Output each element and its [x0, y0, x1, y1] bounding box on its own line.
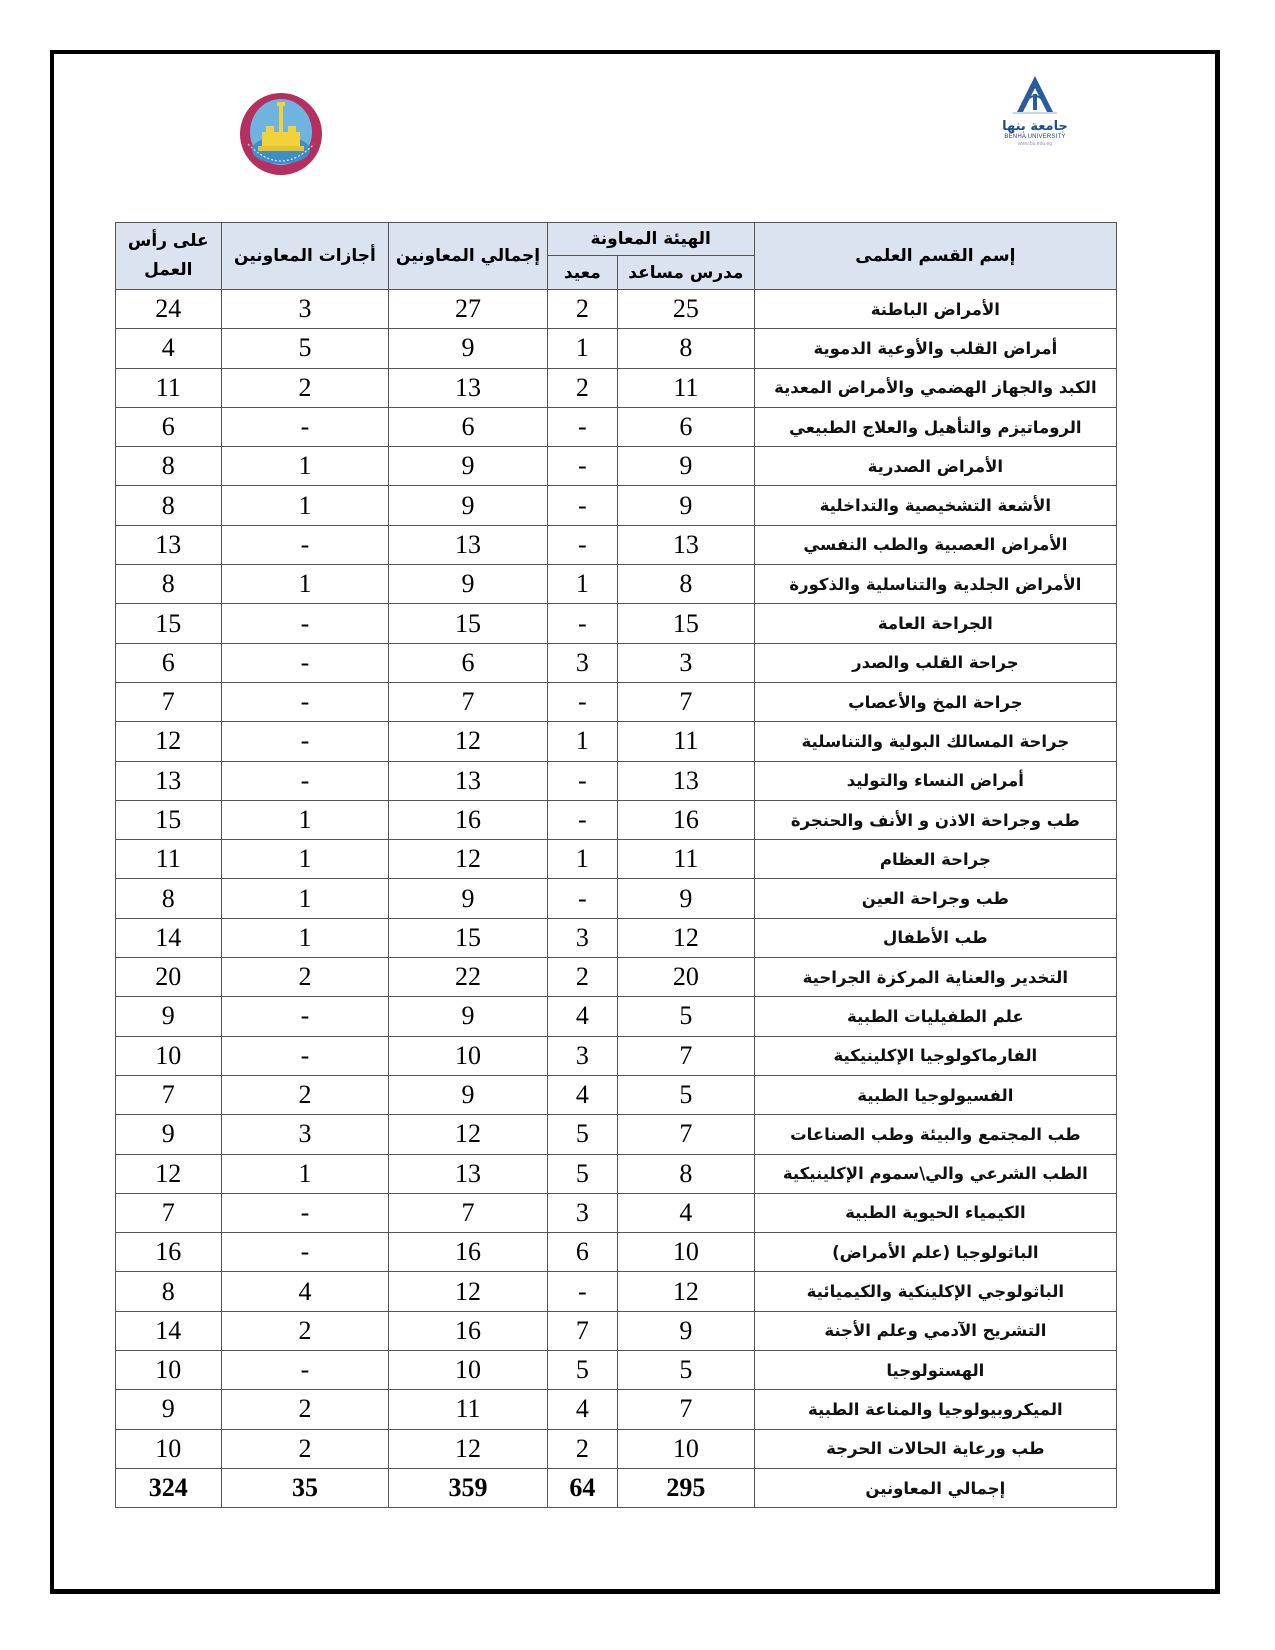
- on-duty-count: 6: [116, 643, 222, 682]
- on-duty-count: 12: [116, 1154, 222, 1193]
- leaves-count: 1: [221, 879, 389, 918]
- total-assistants-count: 9: [389, 1075, 547, 1114]
- table-row: [116, 958, 1117, 997]
- demonstrator-count: -: [547, 604, 617, 643]
- assistant-lecturer-count: 20: [618, 958, 755, 997]
- emblem-icon: [238, 92, 324, 176]
- leaves-count: -: [221, 1233, 389, 1272]
- assistant-lecturer-count: 3: [618, 643, 755, 682]
- on-duty-count: 15: [116, 800, 222, 839]
- leaves-count: -: [221, 525, 389, 564]
- department-name: الكبد والجهاز الهضمي والأمراض المعدية: [754, 368, 1116, 407]
- leaves-count: 3: [221, 1115, 389, 1154]
- department-name: طب وجراحة العين: [754, 879, 1116, 918]
- on-duty-count: 10: [116, 1429, 222, 1468]
- assistant-lecturer-count: 8: [618, 565, 755, 604]
- demonstrator-count: 4: [547, 1390, 617, 1429]
- department-name: جراحة المسالك البولية والتناسلية: [754, 722, 1116, 761]
- header-assistant-leaves: أجازات المعاونين: [221, 223, 389, 290]
- header-row: [116, 223, 1117, 256]
- leaves-count: 1: [221, 447, 389, 486]
- demonstrator-count: 64: [547, 1468, 617, 1507]
- faculty-emblem-logo: [238, 92, 324, 176]
- assistant-lecturer-count: 25: [618, 290, 755, 329]
- leaves-count: -: [221, 407, 389, 446]
- assistant-lecturer-count: 295: [618, 1468, 755, 1507]
- demonstrator-count: 6: [547, 1233, 617, 1272]
- total-assistants-count: 15: [389, 604, 547, 643]
- total-assistants-count: 9: [389, 329, 547, 368]
- on-duty-count: 7: [116, 1193, 222, 1232]
- department-name: الباثولوجي الإكلينكية والكيميائية: [754, 1272, 1116, 1311]
- table-row: [116, 840, 1117, 879]
- assistant-lecturer-count: 8: [618, 329, 755, 368]
- on-duty-count: 7: [116, 1075, 222, 1114]
- demonstrator-count: -: [547, 1272, 617, 1311]
- department-name: أمراض القلب والأوعية الدموية: [754, 329, 1116, 368]
- total-assistants-count: 22: [389, 958, 547, 997]
- demonstrator-count: -: [547, 800, 617, 839]
- total-assistants-count: 16: [389, 1233, 547, 1272]
- university-emblem-icon: [1005, 74, 1065, 116]
- assistant-lecturer-count: 5: [618, 1075, 755, 1114]
- assistant-lecturer-count: 9: [618, 879, 755, 918]
- assistant-lecturer-count: 7: [618, 1036, 755, 1075]
- leaves-count: 1: [221, 840, 389, 879]
- table-row: [116, 604, 1117, 643]
- demonstrator-count: 7: [547, 1311, 617, 1350]
- leaves-count: 1: [221, 918, 389, 957]
- demonstrator-count: 2: [547, 958, 617, 997]
- leaves-count: -: [221, 682, 389, 721]
- total-row: [116, 1468, 1117, 1507]
- table-row: [116, 1351, 1117, 1390]
- leaves-count: 3: [221, 290, 389, 329]
- total-assistants-count: 12: [389, 1115, 547, 1154]
- leaves-count: 1: [221, 486, 389, 525]
- assistant-lecturer-count: 7: [618, 1115, 755, 1154]
- header-assistant-lecturer: مدرس مساعد: [618, 256, 755, 290]
- table-row: [116, 1429, 1117, 1468]
- leaves-count: 1: [221, 800, 389, 839]
- leaves-count: 2: [221, 368, 389, 407]
- leaves-count: 4: [221, 1272, 389, 1311]
- table-row: [116, 447, 1117, 486]
- leaves-count: 2: [221, 958, 389, 997]
- demonstrator-count: -: [547, 682, 617, 721]
- table-row: [116, 407, 1117, 446]
- on-duty-count: 9: [116, 1115, 222, 1154]
- on-duty-count: 11: [116, 840, 222, 879]
- on-duty-count: 13: [116, 761, 222, 800]
- department-name: الميكروبيولوجيا والمناعة الطبية: [754, 1390, 1116, 1429]
- department-name: الطب الشرعي والي\سموم الإكلينيكية: [754, 1154, 1116, 1193]
- table-row: [116, 879, 1117, 918]
- department-name: الفسيولوجيا الطبية: [754, 1075, 1116, 1114]
- total-assistants-count: 13: [389, 1154, 547, 1193]
- demonstrator-count: 3: [547, 643, 617, 682]
- leaves-count: 1: [221, 565, 389, 604]
- table-row: [116, 329, 1117, 368]
- header-assistant-staff-group: الهيئة المعاونة: [547, 223, 754, 256]
- on-duty-count: 8: [116, 879, 222, 918]
- department-name: طب ورعاية الحالات الحرجة: [754, 1429, 1116, 1468]
- assistant-lecturer-count: 9: [618, 1311, 755, 1350]
- department-name: جراحة المخ والأعصاب: [754, 682, 1116, 721]
- total-assistants-count: 12: [389, 1272, 547, 1311]
- table-row: [116, 1036, 1117, 1075]
- assistant-lecturer-count: 4: [618, 1193, 755, 1232]
- table-row: [116, 1233, 1117, 1272]
- assistant-staff-table: [115, 222, 1117, 1508]
- total-assistants-count: 9: [389, 565, 547, 604]
- total-assistants-count: 13: [389, 761, 547, 800]
- department-name: طب الأطفال: [754, 918, 1116, 957]
- on-duty-count: 16: [116, 1233, 222, 1272]
- on-duty-count: 8: [116, 486, 222, 525]
- demonstrator-count: 2: [547, 368, 617, 407]
- total-assistants-count: 10: [389, 1036, 547, 1075]
- leaves-count: 2: [221, 1390, 389, 1429]
- table-row: [116, 290, 1117, 329]
- leaves-count: 2: [221, 1311, 389, 1350]
- demonstrator-count: 5: [547, 1115, 617, 1154]
- total-assistants-count: 6: [389, 643, 547, 682]
- on-duty-count: 8: [116, 1272, 222, 1311]
- table-row: [116, 643, 1117, 682]
- table-row: [116, 486, 1117, 525]
- department-name: الكيمياء الحيوية الطبية: [754, 1193, 1116, 1232]
- table-row: [116, 525, 1117, 564]
- leaves-count: 2: [221, 1429, 389, 1468]
- assistant-lecturer-count: 12: [618, 918, 755, 957]
- department-name: الفارماكولوجيا الإكلينيكية: [754, 1036, 1116, 1075]
- demonstrator-count: 2: [547, 1429, 617, 1468]
- leaves-count: -: [221, 722, 389, 761]
- total-assistants-count: 27: [389, 290, 547, 329]
- table-row: [116, 1311, 1117, 1350]
- demonstrator-count: 4: [547, 997, 617, 1036]
- table-row: [116, 722, 1117, 761]
- total-assistants-count: 13: [389, 368, 547, 407]
- department-name: طب وجراحة الاذن و الأنف والحنجرة: [754, 800, 1116, 839]
- table-row: [116, 1193, 1117, 1232]
- demonstrator-count: -: [547, 879, 617, 918]
- on-duty-count: 4: [116, 329, 222, 368]
- on-duty-count: 13: [116, 525, 222, 564]
- table-row: [116, 918, 1117, 957]
- assistant-lecturer-count: 15: [618, 604, 755, 643]
- demonstrator-count: 4: [547, 1075, 617, 1114]
- header-department: إسم القسم العلمى: [754, 223, 1116, 290]
- demonstrator-count: 1: [547, 840, 617, 879]
- demonstrator-count: 2: [547, 290, 617, 329]
- on-duty-count: 20: [116, 958, 222, 997]
- table-row: [116, 682, 1117, 721]
- table-row: [116, 1390, 1117, 1429]
- total-assistants-count: 9: [389, 879, 547, 918]
- table-row: [116, 368, 1117, 407]
- assistant-lecturer-count: 13: [618, 761, 755, 800]
- department-name: إجمالي المعاونين: [754, 1468, 1116, 1507]
- on-duty-count: 14: [116, 918, 222, 957]
- on-duty-count: 15: [116, 604, 222, 643]
- demonstrator-count: 3: [547, 1036, 617, 1075]
- assistant-lecturer-count: 5: [618, 997, 755, 1036]
- header-demonstrator: معيد: [547, 256, 617, 290]
- department-name: الجراحة العامة: [754, 604, 1116, 643]
- assistant-lecturer-count: 11: [618, 840, 755, 879]
- table-row: [116, 997, 1117, 1036]
- department-name: الهستولوجيا: [754, 1351, 1116, 1390]
- leaves-count: 35: [221, 1468, 389, 1507]
- leaves-count: -: [221, 643, 389, 682]
- university-website: www.bu.edu.eg: [1017, 141, 1053, 147]
- on-duty-count: 324: [116, 1468, 222, 1507]
- assistant-lecturer-count: 13: [618, 525, 755, 564]
- table-row: [116, 1154, 1117, 1193]
- assistant-lecturer-count: 8: [618, 1154, 755, 1193]
- leaves-count: 1: [221, 1154, 389, 1193]
- table-row: [116, 1272, 1117, 1311]
- total-assistants-count: 16: [389, 1311, 547, 1350]
- department-name: الباثولوجيا (علم الأمراض): [754, 1233, 1116, 1272]
- assistant-lecturer-count: 7: [618, 682, 755, 721]
- total-assistants-count: 13: [389, 525, 547, 564]
- demonstrator-count: 5: [547, 1154, 617, 1193]
- table-row: [116, 1115, 1117, 1154]
- assistant-lecturer-count: 10: [618, 1429, 755, 1468]
- assistant-lecturer-count: 16: [618, 800, 755, 839]
- on-duty-count: 8: [116, 447, 222, 486]
- university-name-english: BENHA UNIVERSITY: [1004, 134, 1066, 140]
- on-duty-count: 14: [116, 1311, 222, 1350]
- assistant-lecturer-count: 5: [618, 1351, 755, 1390]
- demonstrator-count: 5: [547, 1351, 617, 1390]
- department-name: جراحة القلب والصدر: [754, 643, 1116, 682]
- department-name: الروماتيزم والتأهيل والعلاج الطبيعي: [754, 407, 1116, 446]
- assistant-lecturer-count: 9: [618, 447, 755, 486]
- total-assistants-count: 9: [389, 486, 547, 525]
- demonstrator-count: -: [547, 525, 617, 564]
- leaves-count: -: [221, 1351, 389, 1390]
- department-name: الأمراض العصبية والطب النفسي: [754, 525, 1116, 564]
- demonstrator-count: 1: [547, 565, 617, 604]
- department-name: أمراض النساء والتوليد: [754, 761, 1116, 800]
- on-duty-count: 6: [116, 407, 222, 446]
- on-duty-count: 10: [116, 1036, 222, 1075]
- leaves-count: -: [221, 761, 389, 800]
- total-assistants-count: 7: [389, 1193, 547, 1232]
- department-name: علم الطفيليات الطبية: [754, 997, 1116, 1036]
- demonstrator-count: -: [547, 761, 617, 800]
- leaves-count: 2: [221, 1075, 389, 1114]
- demonstrator-count: 1: [547, 722, 617, 761]
- table-row: [116, 1075, 1117, 1114]
- total-assistants-count: 12: [389, 840, 547, 879]
- department-name: الأمراض الجلدية والتناسلية والذكورة: [754, 565, 1116, 604]
- department-name: طب المجتمع والبيئة وطب الصناعات: [754, 1115, 1116, 1154]
- demonstrator-count: -: [547, 407, 617, 446]
- assistant-lecturer-count: 11: [618, 368, 755, 407]
- leaves-count: -: [221, 1036, 389, 1075]
- total-assistants-count: 16: [389, 800, 547, 839]
- demonstrator-count: -: [547, 447, 617, 486]
- table-row: [116, 761, 1117, 800]
- total-assistants-count: 12: [389, 1429, 547, 1468]
- leaves-count: 5: [221, 329, 389, 368]
- total-assistants-count: 11: [389, 1390, 547, 1429]
- assistant-lecturer-count: 7: [618, 1390, 755, 1429]
- assistant-lecturer-count: 9: [618, 486, 755, 525]
- on-duty-count: 7: [116, 682, 222, 721]
- demonstrator-count: -: [547, 486, 617, 525]
- assistant-lecturer-count: 12: [618, 1272, 755, 1311]
- header-total-assistants: إجمالي المعاونين: [389, 223, 547, 290]
- total-assistants-count: 12: [389, 722, 547, 761]
- on-duty-count: 8: [116, 565, 222, 604]
- on-duty-count: 12: [116, 722, 222, 761]
- leaves-count: -: [221, 604, 389, 643]
- demonstrator-count: 3: [547, 918, 617, 957]
- university-name-arabic: جامعة بنها: [1002, 119, 1068, 134]
- total-assistants-count: 9: [389, 997, 547, 1036]
- total-assistants-count: 359: [389, 1468, 547, 1507]
- header-on-duty: على رأس العمل: [116, 223, 222, 290]
- university-logo: [992, 74, 1078, 166]
- department-name: التشريح الآدمي وعلم الأجنة: [754, 1311, 1116, 1350]
- assistant-lecturer-count: 11: [618, 722, 755, 761]
- on-duty-count: 10: [116, 1351, 222, 1390]
- total-assistants-count: 6: [389, 407, 547, 446]
- total-assistants-count: 9: [389, 447, 547, 486]
- on-duty-count: 11: [116, 368, 222, 407]
- leaves-count: -: [221, 1193, 389, 1232]
- on-duty-count: 24: [116, 290, 222, 329]
- assistant-lecturer-count: 10: [618, 1233, 755, 1272]
- department-name: التخدير والعناية المركزة الجراحية: [754, 958, 1116, 997]
- on-duty-count: 9: [116, 1390, 222, 1429]
- table-row: [116, 565, 1117, 604]
- department-name: جراحة العظام: [754, 840, 1116, 879]
- leaves-count: -: [221, 997, 389, 1036]
- department-name: الأمراض الباطنة: [754, 290, 1116, 329]
- assistant-lecturer-count: 6: [618, 407, 755, 446]
- demonstrator-count: 3: [547, 1193, 617, 1232]
- demonstrator-count: 1: [547, 329, 617, 368]
- department-name: الأمراض الصدرية: [754, 447, 1116, 486]
- total-assistants-count: 10: [389, 1351, 547, 1390]
- on-duty-count: 9: [116, 997, 222, 1036]
- total-assistants-count: 15: [389, 918, 547, 957]
- department-name: الأشعة التشخيصية والتداخلية: [754, 486, 1116, 525]
- total-assistants-count: 7: [389, 682, 547, 721]
- table-row: [116, 800, 1117, 839]
